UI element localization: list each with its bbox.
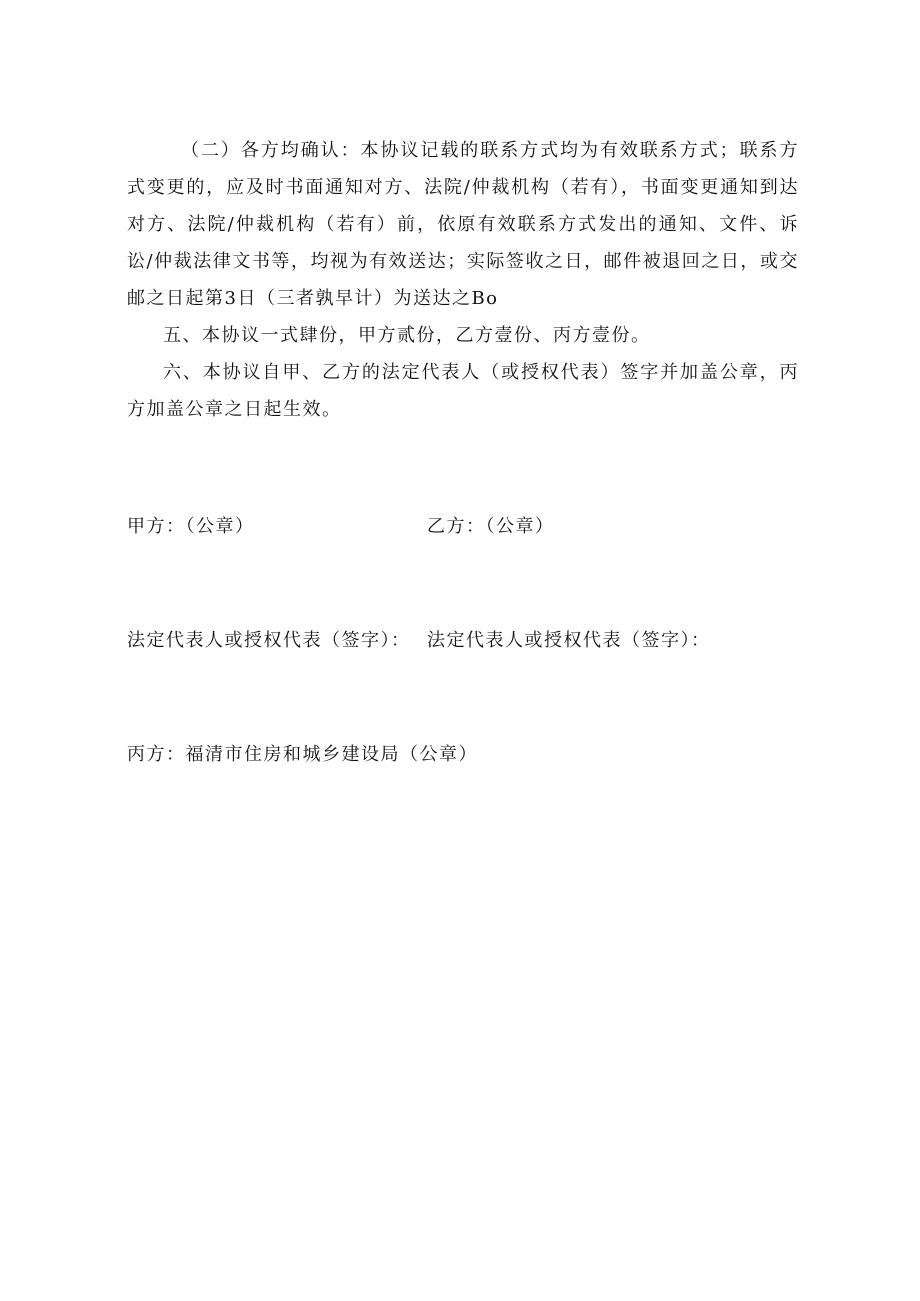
clause-effectiveness: 六、本协议自甲、乙方的法定代表人（或授权代表）签字并加盖公章，丙方加盖公章之日起生效。	[127, 362, 799, 420]
party-a-representative-signature: 法定代表人或授权代表（签字）：	[127, 630, 411, 651]
clause-delivery-confirmation: （二）各方均确认：本协议记载的联系方式均为有效联系方式；联系方式变更的，应及时书面通知对方、法院/仲裁机构（若有），书面变更通知到达对方、法院/仲裁机构（若有）前，依原有效联系方式发出的通知、文件、诉讼/仲裁法律文书等，均视为有效送达；实际签收之日，邮件被退回之日，或交邮之日起第3日（三者孰早计）为送达之Bo	[127, 140, 799, 309]
party-c-seal: 丙方：福清市住房和城乡建设局（公章）	[127, 744, 478, 765]
party-b-representative-signature: 法定代表人或授权代表（签字）：	[427, 630, 711, 651]
party-a-seal: 甲方：（公章）	[127, 516, 255, 537]
party-b-seal: 乙方：（公章）	[427, 516, 555, 537]
clause-copies: 五、本协议一式肆份，甲方贰份，乙方壹份、丙方壹份。	[163, 325, 651, 346]
